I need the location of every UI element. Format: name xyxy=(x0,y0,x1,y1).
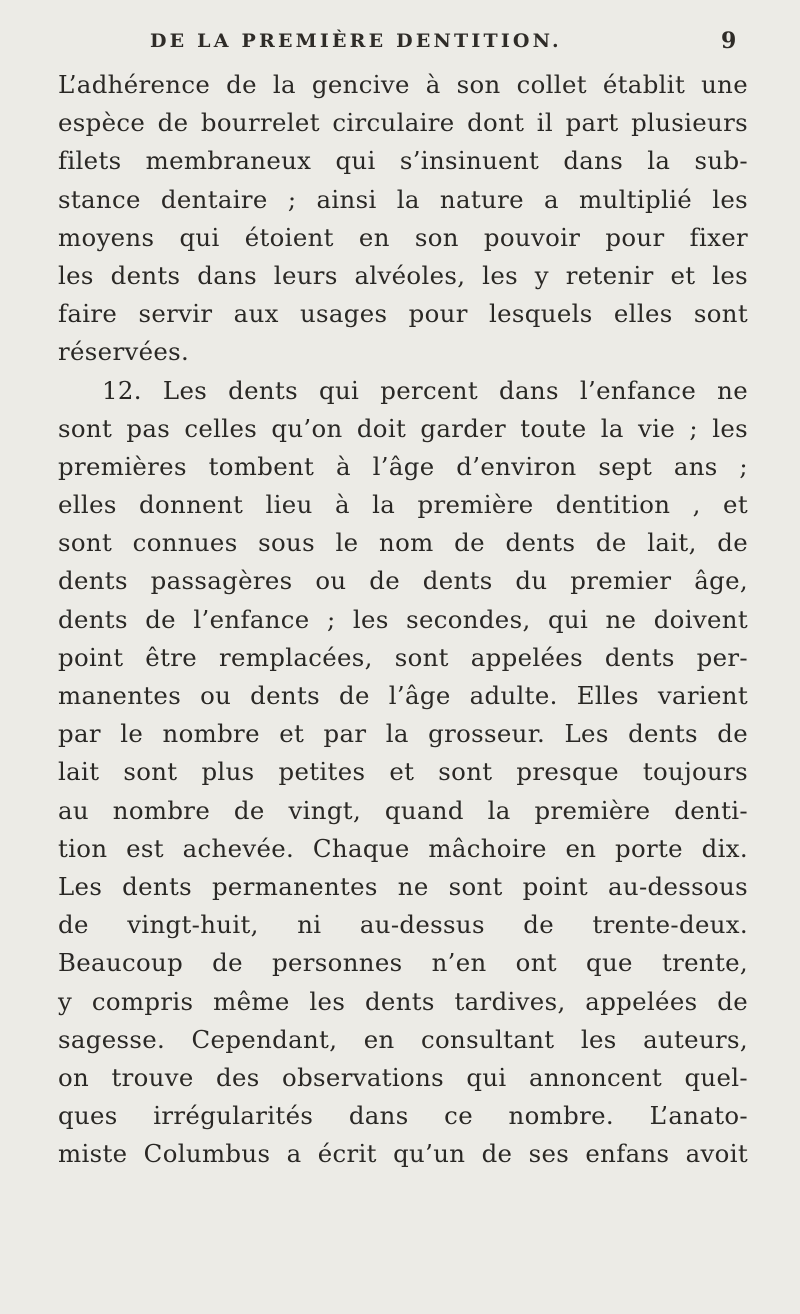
page-number: 9 xyxy=(721,28,737,54)
text-line: stance dentaire ; ainsi la nature a multiplié les xyxy=(58,184,748,214)
text-line: Beaucoup de personnes n’en ont que trente, xyxy=(58,948,748,978)
text-line: par le nombre et par la grosseur. Les dents de xyxy=(58,719,748,749)
text-line: les dents dans leurs alvéoles, les y retenir et les xyxy=(58,260,748,290)
text-line: de vingt-huit, ni au-dessus de trente-deux. xyxy=(58,910,748,940)
text-line: manentes ou dents de l’âge adulte. Elles varient xyxy=(58,681,748,710)
text-line: on trouve des observations qui annoncent quel- xyxy=(58,1062,748,1092)
text-line: y compris même les dents tardives, appelées de xyxy=(58,986,748,1016)
text-line: réservées. xyxy=(58,337,190,367)
text-line: miste Columbus a écrit qu’un de ses enfans avoit xyxy=(58,1139,748,1169)
text-line: sont connues sous le nom de dents de lait, de xyxy=(58,528,748,558)
text-line: sont pas celles qu’on doit garder toute la vie ; les xyxy=(58,413,748,443)
text-line: filets membraneux qui s’insinuent dans la sub- xyxy=(58,146,748,176)
text-line: lait sont plus petites et sont presque toujours xyxy=(58,757,748,787)
text-line: premières tombent à l’âge d’environ sept ans ; xyxy=(58,451,748,481)
body-text xyxy=(58,66,748,1173)
text-line: L’adhérence de la gencive à son collet établit une xyxy=(58,70,748,99)
running-head: DE LA PREMIÈRE DENTITION. xyxy=(150,30,562,52)
text-line: tion est achevée. Chaque mâchoire en porte dix. xyxy=(58,833,748,863)
text-line: au nombre de vingt, quand la première denti- xyxy=(58,795,748,825)
text-line: espèce de bourrelet circulaire dont il part plusieurs xyxy=(58,108,748,138)
text-line: dents de l’enfance ; les secondes, qui ne doivent xyxy=(58,604,748,634)
text-line: sagesse. Cependant, en consultant les auteurs, xyxy=(58,1024,748,1054)
text-line: dents passagères ou de dents du premier âge, xyxy=(58,566,748,596)
text-line: moyens qui étoient en son pouvoir pour fixer xyxy=(58,222,748,252)
text-line: point être remplacées, sont appelées dents per- xyxy=(58,642,748,672)
text-line: elles donnent lieu à la première dentition , et xyxy=(58,490,748,520)
paragraph-start-line: 12. Les dents qui percent dans l’enfance ne xyxy=(102,375,748,405)
text-line: ques irrégularités dans ce nombre. L’anato- xyxy=(58,1101,748,1131)
text-line: Les dents permanentes ne sont point au-dessous xyxy=(58,871,748,901)
text-line: faire servir aux usages pour lesquels elles sont xyxy=(58,299,748,329)
